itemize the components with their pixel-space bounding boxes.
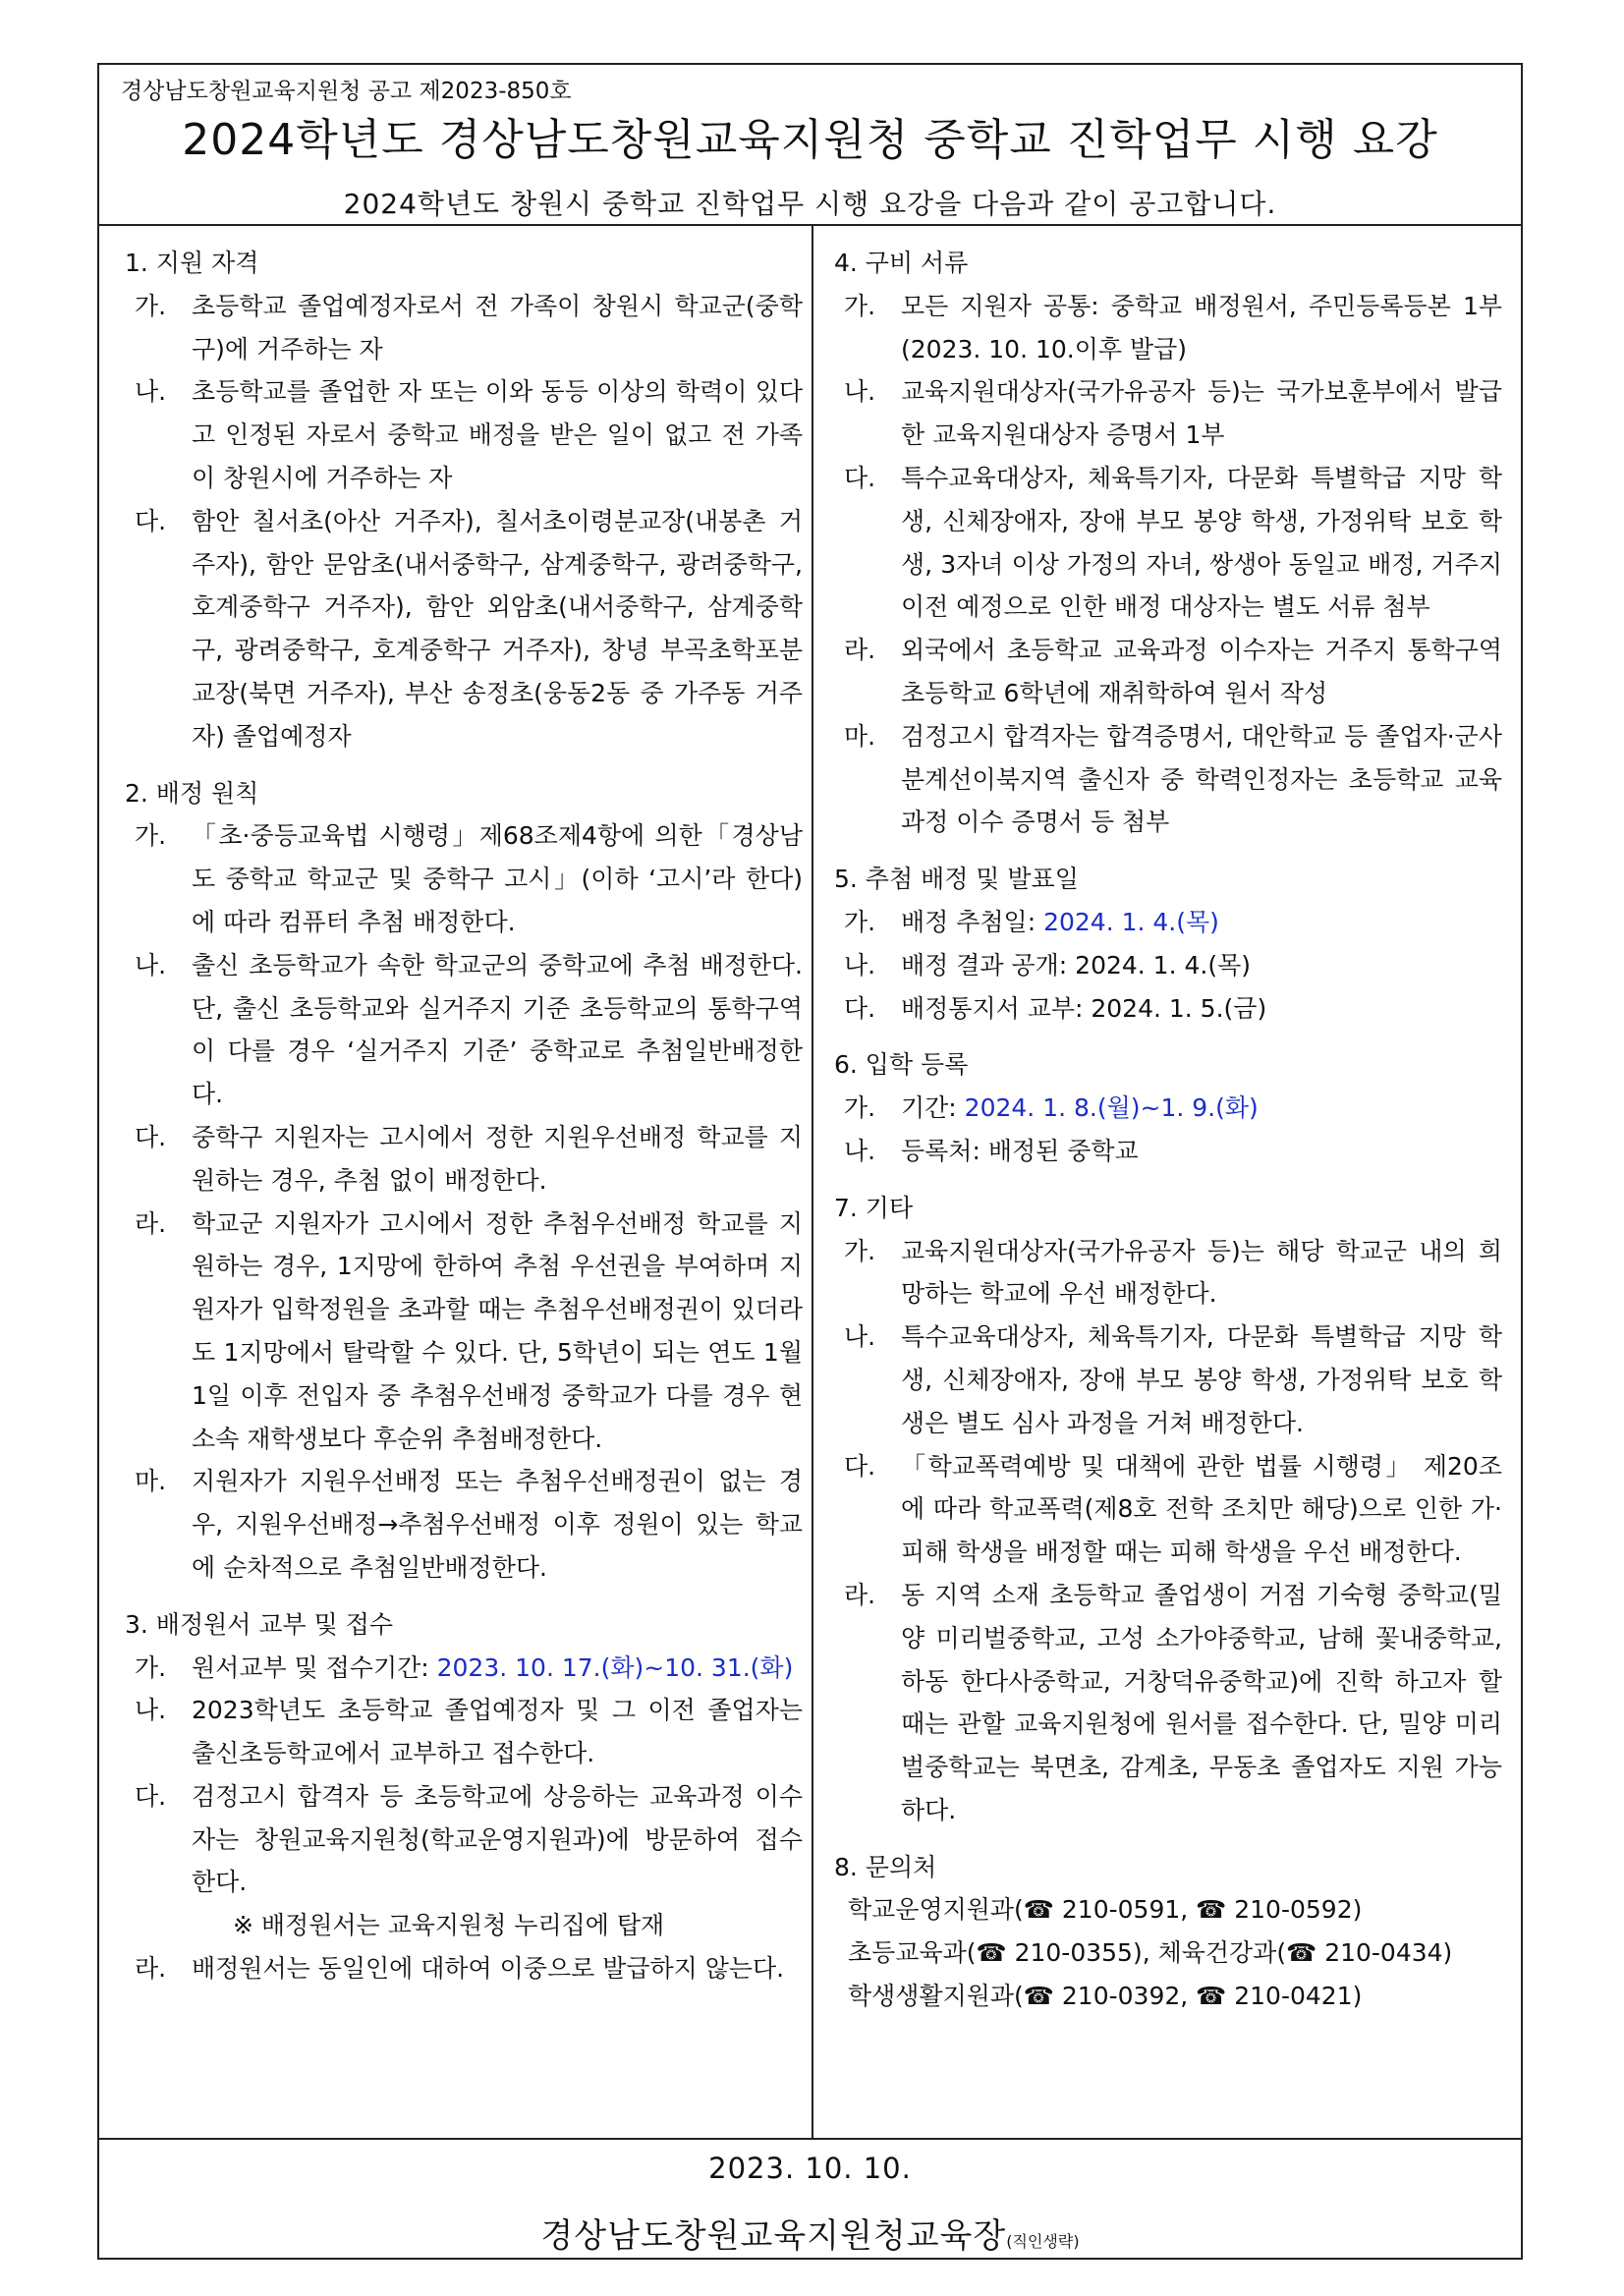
- list-item: [125, 1689, 803, 1775]
- list-item: [125, 1116, 803, 1203]
- item-text: 초등학교 졸업예정자로서 전 가족이 창원시 학교군(중학구)에 거주하는 자: [192, 291, 803, 364]
- section-application: [125, 1603, 803, 1990]
- section-title: 4. 구비 서류: [834, 249, 969, 277]
- item-label: 나.: [135, 950, 167, 980]
- list-item: [834, 1574, 1502, 1832]
- section-title: 7. 기타: [834, 1193, 914, 1222]
- section-documents: [834, 242, 1502, 844]
- section-assignment-principles: [125, 772, 803, 1590]
- list-item: [834, 629, 1502, 715]
- note: ※ 배정원서는 교육지원청 누리집에 탑재: [233, 1911, 665, 1940]
- document-title: 2024학년도 경상남도창원교육지원청 중학교 진학업무 시행 요강: [182, 115, 1438, 165]
- item-label: 나.: [844, 950, 876, 980]
- list-item: [834, 370, 1502, 457]
- list-item: [125, 1460, 803, 1589]
- item-label: 다.: [844, 463, 876, 492]
- section-enrollment: [834, 1043, 1502, 1172]
- item-text: 「초·중등교육법 시행령」제68조제4항에 의한「경상남도 중학교 학교군 및 중학구 고시」(이하 ‘고시’라 한다)에 따라 컴퓨터 추첨 배정한다.: [192, 821, 803, 936]
- list-item: [125, 1203, 803, 1461]
- item-text: 교육지원대상자(국가유공자 등)는 국가보훈부에서 발급한 교육지원대상자 증명서 1부: [901, 377, 1502, 450]
- list-item: [125, 944, 803, 1116]
- list-item: [125, 814, 803, 943]
- list-item: [834, 1445, 1502, 1574]
- divider-top: [99, 224, 1521, 226]
- item-label: 가.: [844, 1236, 876, 1265]
- item-label: 가.: [844, 291, 876, 320]
- enrollment-period: 2024. 1. 8.(월)~1. 9.(화): [964, 1093, 1259, 1123]
- contact-line: 학생생활지원과(☎ 210-0392, ☎ 210-0421): [848, 1982, 1363, 2011]
- divider-bottom: [99, 2138, 1521, 2140]
- list-item: [125, 1647, 803, 1690]
- contact-line: 학교운영지원과(☎ 210-0591, ☎ 210-0592): [848, 1895, 1363, 1925]
- item-text: 배정원서는 동일인에 대하여 이중으로 발급하지 않는다.: [192, 1954, 785, 1984]
- item-text: 함안 칠서초(아산 거주자), 칠서초이령분교장(내봉촌 거주자), 함안 문암초(내서중학구, 삼계중학구, 광려중학구, 호계중학구 거주자), 함안 외암초(내서중학구, 삼계중학구, 광려중학구, 호계중학구 거주자), 창녕 부곡초학포분교장(북면 거주자), 부산 송정초(웅동2동 중 가주동 거주자) 졸업예정자: [192, 506, 803, 751]
- section-contacts: [834, 1846, 1502, 2018]
- item-label: 라.: [844, 636, 876, 665]
- item-label: 가.: [135, 291, 167, 320]
- item-text: 모든 지원자 공통: 중학교 배정원서, 주민등록등본 1부(2023. 10. 10.이후 발급): [901, 291, 1502, 364]
- item-label: 다.: [135, 1781, 167, 1811]
- signer-name: 경상남도창원교육지원청교육장: [540, 2216, 1007, 2256]
- document-subtitle: 2024학년도 창원시 중학교 진학업무 시행 요강을 다음과 같이 공고합니다.: [343, 188, 1277, 220]
- item-text: 2023학년도 초등학교 졸업예정자 및 그 이전 졸업자는 출신초등학교에서 교부하고 접수한다.: [192, 1696, 803, 1768]
- item-text: 특수교육대상자, 체육특기자, 다문화 특별학급 지망 학생, 신체장애자, 장애 부모 봉양 학생, 가정위탁 보호 학생은 별도 심사 과정을 거쳐 배정한다.: [901, 1322, 1502, 1437]
- item-text: 지원자가 지원우선배정 또는 추첨우선배정권이 없는 경우, 지원우선배정→추첨우선배정 이후 정원이 있는 학교에 순차적으로 추첨일반배정한다.: [192, 1467, 803, 1582]
- left-column: [125, 242, 803, 2004]
- item-label: 라.: [135, 1954, 167, 1984]
- list-item: [125, 500, 803, 758]
- list-item: [125, 370, 803, 499]
- list-item: [834, 285, 1502, 371]
- list-item: [125, 285, 803, 371]
- list-item: [125, 1947, 803, 1990]
- item-text: 검정고시 합격자 등 초등학교에 상응하는 교육과정 이수자는 창원교육지원청(학교운영지원과)에 방문하여 접수한다.: [192, 1781, 803, 1897]
- notice-number: 경상남도창원교육지원청 공고 제2023-850호: [121, 79, 572, 104]
- section-other: [834, 1187, 1502, 1832]
- section-title: 8. 문의처: [834, 1852, 937, 1881]
- section-title: 3. 배정원서 교부 및 접수: [125, 1609, 393, 1639]
- list-item: [834, 1316, 1502, 1444]
- item-text: 초등학교를 졸업한 자 또는 이와 동등 이상의 학력이 있다고 인정된 자로서 중학교 배정을 받은 일이 없고 전 가족이 창원시에 거주하는 자: [192, 377, 803, 492]
- section-lottery-dates: [834, 858, 1502, 1030]
- list-item: [834, 1230, 1502, 1316]
- application-period: 2023. 10. 17.(화)~10. 31.(화): [436, 1652, 794, 1682]
- contact-line: 초등교육과(☎ 210-0355), 체육건강과(☎ 210-0434): [848, 1938, 1453, 1968]
- section-title: 1. 지원 자격: [125, 249, 259, 277]
- item-label: 가.: [844, 1093, 876, 1123]
- notice-date: 2023. 10. 10.: [708, 2152, 912, 2185]
- seal-omitted-note: (직인생략): [1006, 2232, 1080, 2251]
- list-item: [834, 944, 1502, 987]
- item-text: 배정통지서 교부: 2024. 1. 5.(금): [901, 993, 1267, 1023]
- item-label: 다.: [135, 506, 167, 535]
- list-item: [834, 457, 1502, 629]
- right-column: [834, 242, 1502, 2032]
- item-label: 가.: [135, 1652, 167, 1682]
- item-text: [901, 1087, 1502, 1130]
- section-title: 2. 배정 원칙: [125, 778, 259, 808]
- section-eligibility: [125, 242, 803, 758]
- item-text-prefix: 기간:: [901, 1093, 965, 1123]
- item-label: 다.: [844, 1451, 876, 1481]
- item-label: 다.: [135, 1122, 167, 1151]
- item-text: 중학구 지원자는 고시에서 정한 지원우선배정 학교를 지원하는 경우, 추첨 없이 배정한다.: [192, 1122, 803, 1195]
- item-text: [192, 1647, 803, 1690]
- list-item: [834, 715, 1502, 844]
- list-item: [834, 1130, 1502, 1173]
- item-text: [901, 901, 1502, 944]
- section-title: 5. 추첨 배정 및 발표일: [834, 865, 1079, 894]
- signer: [99, 2209, 1521, 2257]
- list-item: [125, 1775, 803, 1904]
- item-label: 나.: [135, 1696, 167, 1725]
- item-label: 가.: [844, 907, 876, 936]
- item-text-prefix: 원서교부 및 접수기간:: [192, 1652, 437, 1682]
- item-text: 특수교육대상자, 체육특기자, 다문화 특별학급 지망 학생, 신체장애자, 장애 부모 봉양 학생, 가정위탁 보호 학생, 3자녀 이상 가정의 자녀, 쌍생아 동일교 배정, 거주지 이전 예정으로 인한 배정 대상자는 별도 서류 첨부: [901, 463, 1502, 622]
- item-label: 나.: [844, 1322, 876, 1352]
- item-text: 출신 초등학교가 속한 학교군의 중학교에 추첨 배정한다. 단, 출신 초등학교와 실거주지 기준 초등학교의 통학구역이 다를 경우 ‘실거주지 기준’ 중학교로 추첨일반배정한다.: [192, 950, 803, 1109]
- item-text: 동 지역 소재 초등학교 졸업생이 거점 기숙형 중학교(밀양 미리벌중학교, 고성 소가야중학교, 남해 꽃내중학교, 하동 한다사중학교, 거창덕유중학교)에 진학 하고자 할 때는 관할 교육지원청에 원서를 접수한다. 단, 밀양 미리벌중학교는 북면초, 감계초, 무동초 졸업자도 지원 가능하다.: [901, 1580, 1502, 1824]
- list-item: [834, 1087, 1502, 1130]
- section-title: 6. 입학 등록: [834, 1050, 969, 1080]
- list-item: [834, 987, 1502, 1031]
- item-label: 라.: [135, 1208, 167, 1238]
- item-label: 나.: [135, 377, 167, 407]
- item-label: 다.: [844, 993, 876, 1023]
- item-text: 등록처: 배정된 중학교: [901, 1136, 1139, 1165]
- item-text: 학교군 지원자가 고시에서 정한 추첨우선배정 학교를 지원하는 경우, 1지망에 한하여 추첨 우선권을 부여하며 지원자가 입학정원을 초과할 때는 추첨우선배정권이 있더라도 1지망에서 탈락할 수 있다. 단, 5학년이 되는 연도 1월 1일 이후 전입자 중 추첨우선배정 중학교가 다를 경우 현 소속 재학생보다 후순위 추첨배정한다.: [192, 1208, 803, 1453]
- item-text-prefix: 배정 추첨일:: [901, 907, 1044, 936]
- item-text: 배정 결과 공개: 2024. 1. 4.(목): [901, 950, 1251, 980]
- notice-document: [97, 63, 1523, 2260]
- list-item: [834, 901, 1502, 944]
- item-label: 나.: [844, 377, 876, 407]
- item-label: 라.: [844, 1580, 876, 1609]
- lottery-date: 2024. 1. 4.(목): [1043, 907, 1219, 936]
- item-label: 가.: [135, 821, 167, 851]
- item-text: 교육지원대상자(국가유공자 등)는 해당 학교군 내의 희망하는 학교에 우선 배정한다.: [901, 1236, 1502, 1309]
- item-text: 「학교폭력예방 및 대책에 관한 법률 시행령」 제20조에 따라 학교폭력(제8호 전학 조치만 해당)으로 인한 가·피해 학생을 배정할 때는 피해 학생을 우선 배정한다.: [901, 1451, 1502, 1567]
- item-text: 외국에서 초등학교 교육과정 이수자는 거주지 통학구역 초등학교 6학년에 재취학하여 원서 작성: [901, 636, 1502, 707]
- column-divider: [812, 226, 813, 2139]
- item-label: 마.: [844, 721, 876, 751]
- item-text: 검정고시 합격자는 합격증명서, 대안학교 등 졸업자·군사분계선이북지역 출신자 중 학력인정자는 초등학교 교육과정 이수 증명서 등 첨부: [901, 721, 1502, 837]
- item-label: 마.: [135, 1467, 167, 1496]
- item-label: 나.: [844, 1136, 876, 1165]
